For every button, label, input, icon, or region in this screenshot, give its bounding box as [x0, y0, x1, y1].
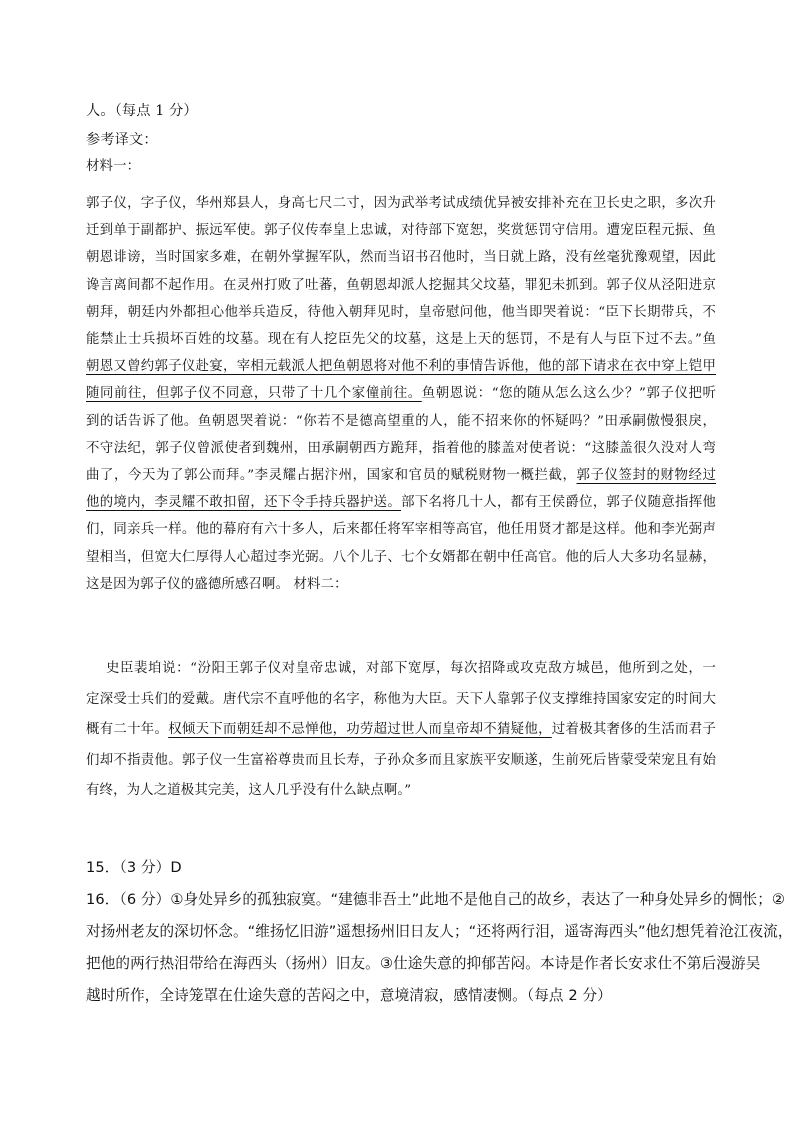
- material-two-line-5: [86, 781, 411, 801]
- material-one-line-9: [86, 412, 716, 432]
- text-segment: 有终，为人之道极其完美，这人几乎没有什么缺点啊。”: [86, 783, 412, 798]
- answer-16-line-2: 对扬州老友的深切怀念。“维扬忆旧游”遥想扬州旧日友人；“还将两行泪，遥寄海西头”他幻想凭着沧江夜流，: [86, 923, 793, 940]
- underlined-text: 他的境内，李灵耀不敢扣留，还下令手持兵器护送。: [86, 495, 402, 511]
- answer-16-line-1: 16．（6 分）①身处异乡的孤独寂寞。“建德非吾土”此地不是他自己的故乡，表达了一种身处异乡的惆怅；②: [86, 891, 786, 908]
- text-segment: 能禁止士兵损坏百姓的坟墓。现在有人挖臣先父的坟墓，这是上天的惩罚，不是有人与臣下过不去。”鱼: [86, 332, 716, 347]
- text-segment: 曲了，今天为了郭公而拜。”李灵耀占据汴州，国家和官员的赋税财物一概拦截，: [86, 468, 577, 483]
- underlined-text: 权倾天下而朝廷却不忌惮他，功劳超过世人而皇帝却不猜疑他，: [168, 722, 552, 737]
- material-one-line-2: [86, 221, 716, 241]
- text-segment: 不守法纪，郭子仪曾派使者到魏州，田承嗣朝西方跪拜，指着他的膝盖对使者说：“这膝盖很久没对人弯: [86, 440, 716, 456]
- text-segment: 史臣裴垍说：“汾阳王郭子仪对皇帝忠诚，对部下宽厚，每次招降或攻克敌方城邑，他所到之处，一: [106, 661, 716, 676]
- text-segment: 到的话告诉了他。鱼朝恩哭着说：“你若不是德高望重的人，能不招来你的怀疑吗？”田承嗣傲慢狠戾，: [86, 413, 716, 429]
- material-one-line-10: [86, 439, 716, 459]
- reference-translation-label: 参考译文：: [86, 132, 158, 148]
- header-line-1: 人。（每点 1 分）: [86, 103, 198, 119]
- material-one-line-14: [86, 548, 716, 568]
- underlined-text: 随同前往，但郭子仪不同意，只带了十几个家僮前往。: [86, 386, 422, 402]
- material-one-line-8: [86, 384, 716, 404]
- material-two-line-4: [86, 751, 716, 771]
- text-segment: 概有二十年。: [86, 722, 169, 737]
- text-segment: 们却不指责他。郭子仪一生富裕尊贵而且长寿，子孙众多而且家族平安顺遂，生前死后皆蒙受荣宠且有始: [86, 752, 716, 768]
- answer-16-line-4: 越时所作，全诗笼罩在仕途失意的苦闷之中，意境清寂，感情凄恻。（每点 2 分）: [86, 987, 612, 1004]
- text-segment: 定深受士兵们的爱戴。唐代宗不直呼他的名字，称他为大臣。天下人靠郭子仪支撑维持国家安定的时间大: [86, 691, 716, 707]
- text-segment: 朝恩诽谤，当时国家多难，在朝外掌握军队，然而当诏书召他时，当日就上路，没有丝毫犹豫观望，因此: [86, 250, 716, 266]
- text-segment: 谗言离间都不起作用。在灵州打败了吐蕃，鱼朝恩却派人挖掘其父坟墓，罪犯未抓到。郭子仪从泾阳进京: [86, 277, 716, 293]
- text-segment: 部下名将几十人，都有王侯爵位，郭子仪随意指挥他: [401, 495, 716, 511]
- text-segment: 朝拜，朝廷内外都担心他举兵造反，待他入朝拜见时，皇帝慰问他，他当即哭着说：“臣下长期带兵，不: [86, 304, 716, 320]
- material-one-label: 材料一：: [86, 159, 141, 174]
- material-one-line-7: [86, 357, 716, 377]
- text-segment: 这是因为郭子仪的盛德所感召啊。 材料二：: [86, 576, 348, 592]
- text-segment: 郭子仪，字子仪，华州郑县人，身高七尺二寸，因为武举考试成绩优异被安排补充在卫长史之职，多次升: [86, 196, 716, 211]
- text-segment: 过着极其奢侈的生活而君子: [551, 722, 716, 737]
- material-one-line-3: [86, 248, 716, 268]
- text-segment: 们，同亲兵一样。他的幕府有六十多人，后来都任将军宰相等高官，他任用贤才都是这样。他和李光弼声: [86, 522, 716, 538]
- material-two-line-2: [86, 690, 716, 710]
- material-one-line-13: [86, 520, 716, 540]
- material-one-line-5: [86, 303, 716, 323]
- material-one-line-6: [86, 330, 716, 350]
- material-one-line-4: [86, 276, 716, 296]
- answer-16-line-3: 把他的两行热泪带给在海西头（扬州）旧友。③仕途失意的抑郁苦闷。本诗是作者长安求仕不第后漫游吴: [86, 955, 761, 972]
- underlined-text: 郭子仪签封的财物经过: [576, 468, 716, 483]
- text-segment: 迁到单于副都护、振远军使。郭子仪传奉皇上忠诚，对待部下宽恕，奖赏惩罚守信用。遭宠臣程元振、鱼: [86, 223, 716, 239]
- material-one-line-15: [86, 575, 348, 595]
- text-segment: 望相当，但宽大仁厚得人心超过李光弼。八个儿子、七个女婿都在朝中任高官。他的后人大多功名显赫，: [86, 549, 716, 565]
- material-one-line-12: [86, 493, 716, 513]
- material-two-line-3: [86, 720, 716, 740]
- material-one-line-1: [86, 194, 716, 214]
- text-segment: 鱼朝恩说：“您的随从怎么这么少？”郭子仪把听: [421, 386, 716, 402]
- answer-15: 15．（3 分）D: [86, 859, 182, 876]
- underlined-text: 朝恩又曾约郭子仪赴宴，宰相元载派人把鱼朝恩将对他不利的事情告诉他，他的部下请求在衣中穿上铠甲: [86, 359, 716, 375]
- material-one-line-11: [86, 466, 716, 486]
- material-two-line-1: [106, 659, 716, 679]
